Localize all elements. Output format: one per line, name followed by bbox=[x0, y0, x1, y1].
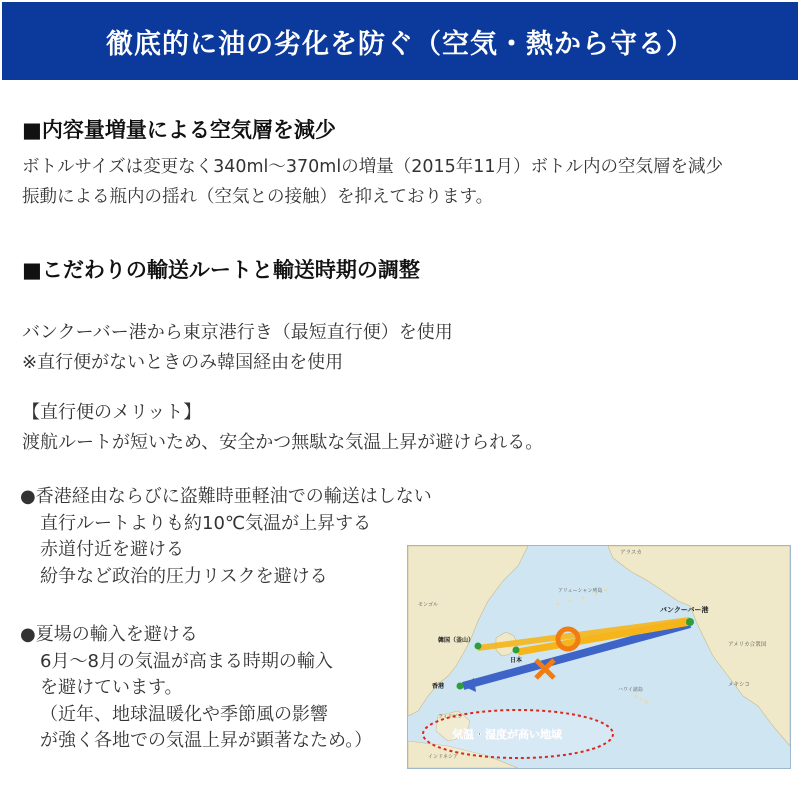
route-paragraph bbox=[22, 318, 453, 378]
bullet-item: 紛争など政治的圧力リスクを避ける bbox=[40, 565, 328, 587]
paragraph-line: 渡航ルートが短いため、安全かつ無駄な気温上昇が避けられる。 bbox=[22, 432, 544, 453]
bullet-title: ●香港経由ならびに盗難時亜軽油での輸送はしない bbox=[20, 486, 432, 507]
bullet-item: 赤道付近を避ける bbox=[40, 539, 184, 560]
korea-port-marker bbox=[475, 643, 482, 650]
banner-title: 徹底的に油の劣化を防ぐ（空気・熱から守る） bbox=[106, 28, 694, 60]
mongolia-label: モンゴル bbox=[418, 602, 439, 608]
alaska-label: アラスカ bbox=[620, 550, 642, 556]
bullet-item: 6月～8月の気温が高まる時期の輸入 bbox=[40, 650, 333, 672]
hawaii-label: ハワイ諸島 bbox=[618, 687, 643, 693]
air-layer-paragraph bbox=[22, 152, 723, 212]
paragraph-line: 振動による瓶内の揺れ（空気との接触）を抑えております。 bbox=[22, 187, 494, 207]
paragraph-line: ボトルサイズは変更なく340ml～370mlの増量（2015年11月）ボトル内の空気層を減少 bbox=[22, 157, 724, 177]
page-banner bbox=[2, 2, 798, 80]
paragraph-line: ※直行便がないときのみ韓国経由を使用 bbox=[22, 352, 344, 373]
hongkong-port-marker bbox=[457, 683, 464, 690]
korea-label: 韓国（釜山） bbox=[438, 637, 475, 644]
vancouver-port-marker bbox=[686, 618, 694, 626]
bullet-item: 直行ルートよりも約10℃気温が上昇する bbox=[40, 512, 372, 534]
indonesia-label: インドネシア bbox=[428, 754, 458, 760]
hot-zone-label: 気温・湿度が高い地域 bbox=[452, 728, 562, 741]
paragraph-line: バンクーバー港から東京港行き（最短直行便）を使用 bbox=[22, 322, 453, 343]
mexico-label: メキシコ bbox=[728, 682, 750, 688]
map-svg bbox=[408, 546, 790, 768]
bullet-item: （近年、地球温暖化や季節風の影響 bbox=[40, 703, 328, 725]
section-heading-route: ■こだわりの輸送ルートと輸送時期の調整 bbox=[22, 258, 420, 282]
hongkong-label: 香港 bbox=[432, 683, 445, 690]
japan-label: 日本 bbox=[510, 657, 523, 664]
japan-port-marker bbox=[513, 647, 520, 654]
vancouver-label: バンクーバー港 bbox=[660, 606, 709, 614]
bullet-title: ●夏場の輸入を避ける bbox=[20, 624, 198, 645]
shipping-route-map bbox=[407, 545, 791, 769]
bullet-item: を避けています。 bbox=[40, 677, 183, 698]
america-label: アメリカ合衆国 bbox=[728, 642, 767, 648]
section-heading-air-layer: ■内容量増量による空気層を減少 bbox=[22, 118, 336, 142]
bullet-summer bbox=[20, 622, 372, 755]
bullet-item: が強く各地での気温上昇が顕著なため。） bbox=[40, 730, 373, 751]
merit-paragraph bbox=[22, 398, 543, 458]
philippines-label: フィリピン bbox=[438, 714, 463, 720]
aleutian-label: アリューシャン列島 bbox=[558, 588, 603, 594]
bullet-hongkong bbox=[20, 484, 432, 590]
paragraph-line: 【直行便のメリット】 bbox=[22, 402, 202, 423]
